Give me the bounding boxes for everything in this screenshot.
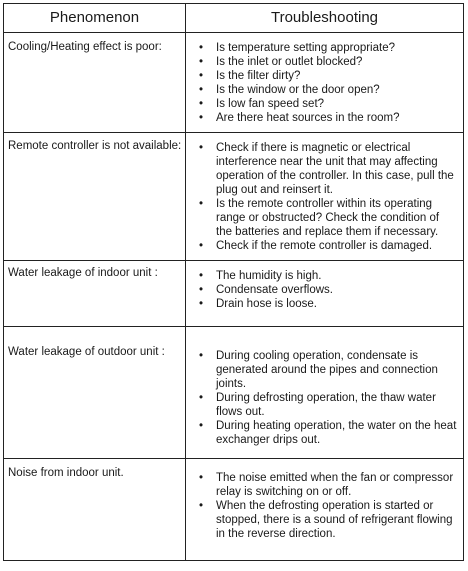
list-item: • Condensate overflows. [199,284,333,296]
bullet-icon: • [199,98,204,110]
troubleshooting-list [186,269,459,311]
list-item: • Is the remote controller within its operating range or obstructed? Check the condition of the batteries and replace them if necessary. [199,198,440,238]
bullet-icon: • [199,284,204,296]
list-item: • The noise emitted when the fan or compressor relay is switching on or off. [199,472,454,498]
list-item: • Is low fan speed set? [199,98,325,110]
bullet-icon: • [199,472,204,484]
bullet-icon: • [199,500,204,512]
list-item: • When the defrosting operation is started or stopped, there is a sound of refrigerant flowing in the reverse direction. [199,500,453,540]
list-item: • Is the window or the door open? [199,84,380,96]
row-divider [4,260,463,261]
list-item: • Check if the remote controller is damaged. [199,240,433,252]
phenomenon-cell: Remote controller is not available: [8,140,182,152]
list-item: • Is the filter dirty? [199,70,301,82]
bullet-icon: • [199,240,204,252]
troubleshooting-table [3,3,464,561]
bullet-icon: • [199,56,204,68]
bullet-icon: • [199,298,204,310]
bullet-icon: • [199,112,204,124]
list-item: • During cooling operation, condensate is generated around the pipes and connection joints. [199,350,438,390]
list-item: • Is temperature setting appropriate? [199,42,395,54]
bullet-icon: • [199,270,204,282]
list-item: • Is the inlet or outlet blocked? [199,56,363,68]
bullet-icon: • [199,392,204,404]
list-item: • During heating operation, the water on the heat exchanger drips out. [199,420,457,446]
header-troubleshooting: Troubleshooting [270,9,378,26]
row-divider [4,132,463,133]
phenomenon-cell: Noise from indoor unit. [8,467,124,479]
bullet-icon: • [199,350,204,362]
bullet-icon: • [199,42,204,54]
bullet-icon: • [199,142,204,154]
phenomenon-cell: Water leakage of outdoor unit : [8,346,165,358]
bullet-icon: • [199,84,204,96]
bullet-icon: • [199,70,204,82]
phenomenon-cell: Water leakage of indoor unit : [8,267,158,279]
list-item: • Check if there is magnetic or electrical interference near the unit that may affecting operation of the controller. In this case, pull the plug out and reinsert it. [199,142,454,196]
list-item: • The humidity is high. [199,270,322,282]
list-item: • Are there heat sources in the room? [199,112,400,124]
row-divider [4,458,463,459]
bullet-icon: • [199,420,204,432]
bullet-icon: • [199,198,204,210]
troubleshooting-list [186,349,459,447]
list-item: • Drain hose is loose. [199,298,317,310]
header-divider [4,32,463,33]
troubleshooting-list [186,471,459,541]
phenomenon-cell: Cooling/Heating effect is poor: [8,41,162,53]
header-phenomenon: Phenomenon [49,9,140,26]
troubleshooting-list [186,141,459,253]
troubleshooting-list [186,41,459,125]
list-item: • During defrosting operation, the thaw water flows out. [199,392,436,418]
row-divider [4,326,463,327]
